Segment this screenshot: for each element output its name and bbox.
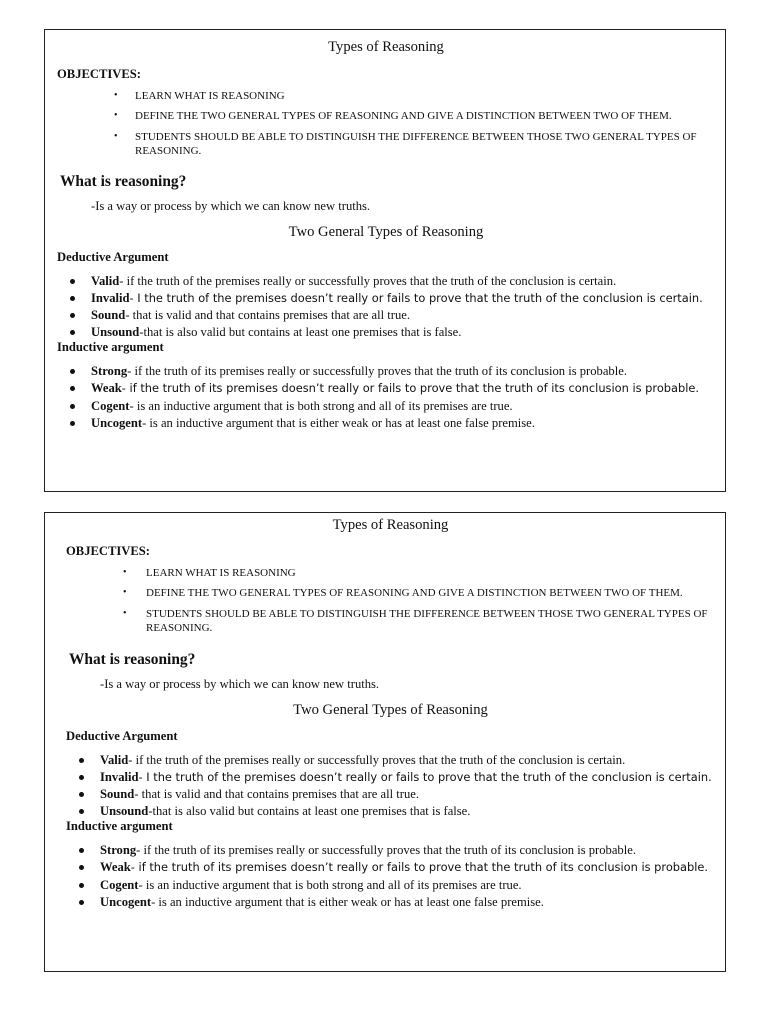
term-definition: - that is valid and that contains premises that are all true.	[125, 308, 410, 323]
objective-text: DEFINE THE TWO GENERAL TYPES OF REASONING AND GIVE A DISTINCTION BETWEEN TWO OF THEM.	[146, 587, 683, 600]
deductive-item	[66, 770, 715, 785]
term-definition: - is an inductive argument that is both strong and all of its premises are true.	[138, 877, 522, 892]
inductive-item	[66, 843, 715, 858]
deductive-heading: Deductive Argument	[66, 728, 178, 743]
term-label: Unsound	[91, 325, 140, 340]
bullet-icon	[79, 865, 84, 870]
deductive-heading: Deductive Argument	[57, 249, 169, 264]
bullet-icon: •	[114, 110, 118, 122]
term-definition: - if the truth of its premises really or successfully proves that the truth of its conclusion is probable.	[136, 843, 636, 858]
inductive-list	[66, 843, 715, 909]
bullet-icon	[70, 386, 75, 391]
term-label: Weak	[91, 381, 122, 396]
term-definition: -that is also valid but contains at least one premises that is false.	[139, 325, 462, 340]
term-label: Uncogent	[100, 894, 152, 909]
bullet-icon	[79, 883, 84, 888]
term-definition: - is an inductive argument that is either weak or has at least one false premise.	[151, 894, 544, 909]
card-title: Types of Reasoning	[332, 517, 449, 533]
objective-item	[66, 587, 715, 601]
bullet-icon	[70, 313, 75, 318]
objective-text: DEFINE THE TWO GENERAL TYPES OF REASONING AND GIVE A DISTINCTION BETWEEN TWO OF THEM.	[135, 110, 672, 123]
question-heading: What is reasoning?	[69, 650, 196, 668]
bullet-icon	[79, 792, 84, 797]
term-label: Strong	[100, 843, 137, 858]
term-label: Unsound	[100, 804, 149, 819]
deductive-item	[57, 274, 715, 289]
bullet-icon	[79, 809, 84, 814]
bullet-icon: •	[123, 566, 127, 578]
bullet-icon	[79, 758, 84, 763]
term-definition: -that is also valid but contains at least one premises that is false.	[148, 804, 471, 819]
term-definition: - is an inductive argument that is either weak or has at least one false premise.	[142, 415, 535, 430]
deductive-list	[66, 753, 715, 819]
term-label: Cogent	[91, 398, 130, 413]
term-definition: - if the truth of its premises really or successfully proves that the truth of its conclusion is probable.	[127, 364, 627, 379]
objective-item	[66, 567, 715, 581]
objectives-heading: OBJECTIVES:	[57, 66, 141, 81]
bullet-icon	[70, 369, 75, 374]
bullet-icon	[70, 279, 75, 284]
term-definition: - I the truth of the premises doesn’t really or fails to prove that the truth of the conclusion is certain.	[129, 290, 703, 305]
deductive-list	[57, 274, 715, 340]
deductive-item	[57, 291, 715, 306]
bullet-icon: •	[123, 587, 127, 599]
term-label: Weak	[100, 860, 131, 875]
deductive-item	[66, 787, 715, 802]
inductive-item	[57, 416, 715, 431]
inductive-heading: Inductive argument	[57, 340, 164, 355]
term-label: Invalid	[100, 769, 139, 784]
bullet-icon	[70, 330, 75, 335]
inductive-item	[66, 860, 715, 875]
section-title: Two General Types of Reasoning	[288, 224, 484, 241]
deductive-item	[57, 308, 715, 323]
term-label: Strong	[91, 364, 128, 379]
bullet-icon	[70, 296, 75, 301]
inductive-list	[57, 364, 715, 430]
objective-text: LEARN WHAT IS REASONING	[135, 89, 285, 102]
term-label: Cogent	[100, 877, 139, 892]
bullet-icon	[70, 404, 75, 409]
bullet-icon	[70, 421, 75, 426]
inductive-heading: Inductive argument	[66, 819, 173, 834]
inductive-item	[66, 878, 715, 893]
question-answer: -Is a way or process by which we can know new truths.	[100, 677, 380, 692]
objective-item	[57, 110, 715, 124]
bullet-icon	[79, 848, 84, 853]
objective-text: STUDENTS SHOULD BE ABLE TO DISTINGUISH THE DIFFERENCE BETWEEN THOSE TWO GENERAL TYPES OF REASONING.	[146, 608, 708, 634]
deductive-item	[66, 804, 715, 819]
bullet-icon: •	[114, 89, 118, 101]
term-definition: - if the truth of the premises really or successfully proves that the truth of the conclusion is certain.	[119, 273, 617, 288]
objectives-list	[66, 567, 715, 636]
term-definition: - if the truth of its premises doesn’t really or fails to prove that the truth of its conclusion is probable.	[130, 860, 709, 875]
term-label: Valid	[100, 752, 129, 767]
inductive-item	[57, 381, 715, 396]
bullet-icon: •	[123, 608, 127, 620]
card-title: Types of Reasoning	[328, 39, 444, 55]
deductive-item	[57, 325, 715, 340]
term-definition: - if the truth of its premises doesn’t really or fails to prove that the truth of its conclusion is probable.	[121, 381, 700, 396]
reasoning-card-top	[44, 29, 726, 492]
objective-text: LEARN WHAT IS REASONING	[146, 566, 296, 579]
term-label: Sound	[100, 787, 135, 802]
objectives-list	[57, 90, 715, 159]
objective-text: STUDENTS SHOULD BE ABLE TO DISTINGUISH THE DIFFERENCE BETWEEN THOSE TWO GENERAL TYPES OF REASONING.	[135, 131, 697, 157]
objective-item	[57, 131, 715, 159]
reasoning-card-bottom	[44, 512, 726, 972]
inductive-item	[57, 399, 715, 414]
term-label: Valid	[91, 273, 120, 288]
objective-item	[57, 90, 715, 104]
bullet-icon: •	[114, 131, 118, 143]
term-label: Sound	[91, 308, 126, 323]
inductive-item	[66, 895, 715, 910]
bullet-icon	[79, 900, 84, 905]
section-title: Two General Types of Reasoning	[293, 702, 488, 719]
term-definition: - if the truth of the premises really or successfully proves that the truth of the conclusion is certain.	[128, 752, 626, 767]
objectives-heading: OBJECTIVES:	[66, 543, 150, 558]
term-definition: - is an inductive argument that is both strong and all of its premises are true.	[129, 398, 513, 413]
objective-item	[66, 608, 715, 636]
term-label: Uncogent	[91, 415, 143, 430]
bullet-icon	[79, 775, 84, 780]
question-heading: What is reasoning?	[60, 172, 187, 190]
inductive-item	[57, 364, 715, 379]
term-definition: - that is valid and that contains premises that are all true.	[134, 787, 419, 802]
deductive-item	[66, 753, 715, 768]
term-definition: - I the truth of the premises doesn’t really or fails to prove that the truth of the conclusion is certain.	[138, 769, 712, 784]
question-answer: -Is a way or process by which we can know new truths.	[91, 199, 371, 214]
term-label: Invalid	[91, 290, 130, 305]
